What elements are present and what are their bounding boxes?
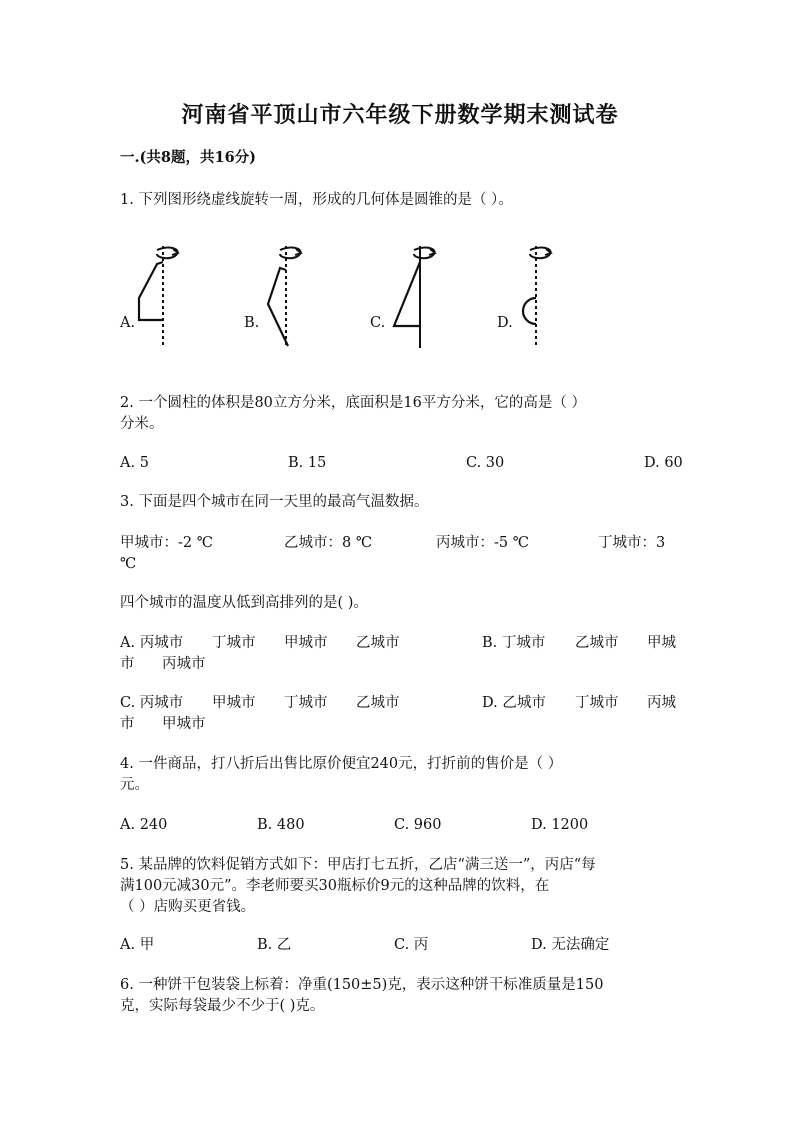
question-6-line-1: 6. 一种饼干包装袋上标着：净重(150±5)克，表示这种饼干标准质量是150 bbox=[120, 977, 604, 993]
q3-option-b-5: 丙城市 bbox=[162, 656, 206, 672]
question-4-line-1: 4. 一件商品，打八折后出售比原价便宜240元，打折前的售价是（ ） bbox=[120, 756, 563, 772]
q3-option-d-3: 丙城 bbox=[647, 695, 676, 711]
q1-option-b-label: B. bbox=[244, 315, 260, 331]
q3-option-a-1: A. 丙城市 bbox=[120, 635, 184, 651]
q3-city-yi: 乙城市：8 ℃ bbox=[284, 535, 373, 551]
q2-option-c: C. 30 bbox=[466, 455, 505, 471]
q1-figure-b bbox=[262, 240, 322, 352]
q4-option-a: A. 240 bbox=[120, 817, 168, 833]
q3-option-a-4: 乙城市 bbox=[356, 635, 400, 651]
q1-figure-d bbox=[512, 240, 572, 352]
q3-option-a-2: 丁城市 bbox=[212, 635, 256, 651]
q5-option-b: B. 乙 bbox=[257, 937, 292, 953]
q5-option-d: D. 无法确定 bbox=[531, 937, 610, 953]
q1-figure-a bbox=[135, 240, 195, 352]
q3-city-ding-unit: ℃ bbox=[120, 556, 137, 572]
page-title: 河南省平顶山市六年级下册数学期末测试卷 bbox=[181, 102, 619, 128]
question-1-stem: 1. 下列图形绕虚线旋转一周，形成的几何体是圆锥的是（ ）。 bbox=[120, 192, 513, 208]
q5-option-a: A. 甲 bbox=[120, 937, 155, 953]
q5-option-c: C. 丙 bbox=[394, 937, 429, 953]
q2-option-b: B. 15 bbox=[288, 455, 327, 471]
q1-option-c-label: C. bbox=[370, 315, 386, 331]
q3-city-ding: 丁城市：3 bbox=[598, 535, 666, 551]
q1-option-a-label: A. bbox=[120, 315, 136, 331]
question-2-line-2: 分米。 bbox=[120, 416, 164, 432]
section-heading: 一.(共8题，共16分) bbox=[120, 149, 257, 166]
q3-option-b-2: 乙城市 bbox=[575, 635, 619, 651]
q4-option-b: B. 480 bbox=[257, 817, 305, 833]
q4-option-c: C. 960 bbox=[394, 817, 442, 833]
question-3-question: 四个城市的温度从低到高排列的是( )。 bbox=[120, 595, 368, 611]
question-5-line-2: 满100元减30元”。李老师要买30瓶标价9元的这种品牌的饮料，在 bbox=[120, 878, 550, 894]
question-2-line-1: 2. 一个圆柱的体积是80立方分米，底面积是16平方分米，它的高是（ ） bbox=[120, 395, 586, 411]
q3-city-bing: 丙城市：-5 ℃ bbox=[436, 535, 529, 551]
question-4-line-2: 元。 bbox=[120, 777, 149, 793]
q3-option-c-3: 丁城市 bbox=[284, 695, 328, 711]
q3-option-c-2: 甲城市 bbox=[212, 695, 256, 711]
q3-option-c-4: 乙城市 bbox=[356, 695, 400, 711]
q4-option-d: D. 1200 bbox=[531, 817, 589, 833]
q2-option-d: D. 60 bbox=[644, 455, 683, 471]
q3-option-d-5: 甲城市 bbox=[162, 716, 206, 732]
q3-option-d-2: 丁城市 bbox=[575, 695, 619, 711]
q3-option-d-4: 市 bbox=[120, 716, 135, 732]
question-5-line-1: 5. 某品牌的饮料促销方式如下：甲店打七五折，乙店“满三送一”，丙店“每 bbox=[120, 857, 596, 873]
q3-option-b-1: B. 丁城市 bbox=[482, 635, 546, 651]
question-6-line-2: 克，实际每袋最少不少于( )克。 bbox=[120, 998, 325, 1014]
q1-option-d-label: D. bbox=[497, 315, 513, 331]
q1-figure-c bbox=[388, 240, 448, 352]
question-5-line-3: （ ）店购买更省钱。 bbox=[120, 899, 256, 915]
q3-option-b-4: 市 bbox=[120, 656, 135, 672]
q3-option-b-3: 甲城 bbox=[647, 635, 676, 651]
q3-city-jia: 甲城市：-2 ℃ bbox=[120, 535, 213, 551]
q2-option-a: A. 5 bbox=[120, 455, 149, 471]
q3-option-d-1: D. 乙城市 bbox=[482, 695, 546, 711]
q3-option-a-3: 甲城市 bbox=[284, 635, 328, 651]
question-3-stem: 3. 下面是四个城市在同一天里的最高气温数据。 bbox=[120, 494, 429, 510]
q3-option-c-1: C. 丙城市 bbox=[120, 695, 184, 711]
